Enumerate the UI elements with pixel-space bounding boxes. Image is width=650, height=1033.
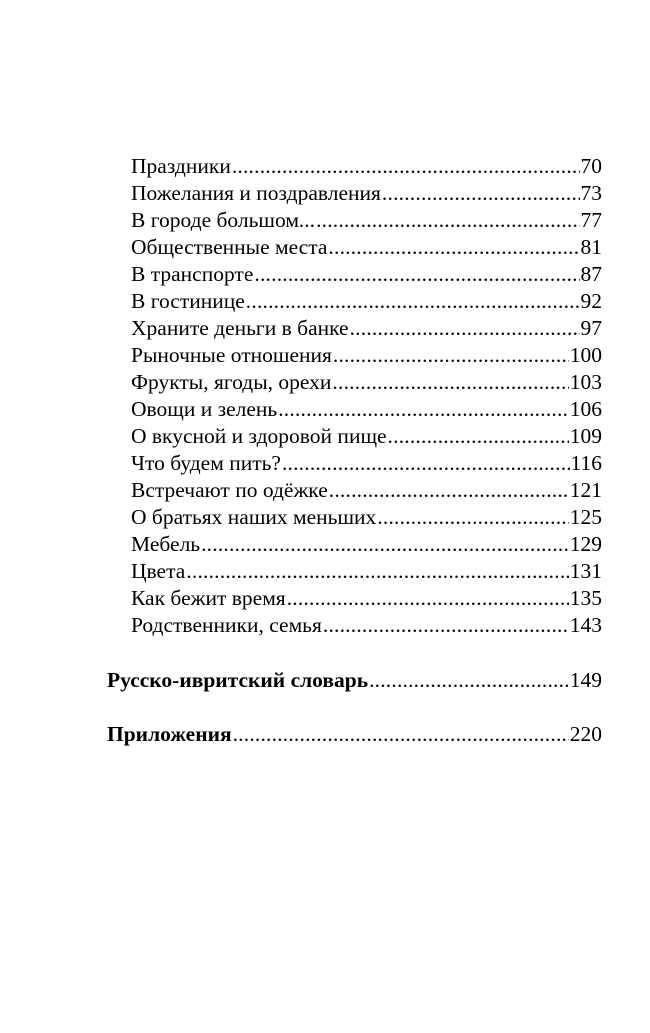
toc-entry-page: 116 — [570, 451, 602, 475]
toc-entry[interactable] — [131, 234, 602, 261]
toc-entry-label: Встречают по одёжке — [131, 478, 328, 502]
toc-entry[interactable] — [131, 315, 602, 342]
toc-entry-page: 103 — [569, 370, 602, 394]
toc-entry-label: Овощи и зелень — [131, 397, 278, 421]
toc-entry-label: О братьях наших меньших — [131, 505, 377, 529]
leader-dots — [369, 667, 569, 694]
toc-section[interactable] — [107, 667, 602, 694]
toc-entry[interactable] — [131, 585, 602, 612]
toc-entry-page: 121 — [569, 478, 602, 502]
toc-entry-label: Праздники — [131, 154, 231, 178]
toc-entry-page: 77 — [580, 208, 602, 232]
toc-entry[interactable] — [131, 207, 602, 234]
leader-dots — [186, 558, 568, 585]
toc-section[interactable] — [107, 721, 602, 748]
toc-entry-page: 87 — [580, 262, 602, 286]
leader-dots — [254, 261, 579, 288]
toc-entry[interactable] — [131, 288, 602, 315]
toc-entry[interactable] — [131, 369, 602, 396]
toc-entry-page: 131 — [569, 559, 602, 583]
toc-entry-label: Родственники, семья — [131, 613, 322, 637]
toc-entry[interactable] — [131, 558, 602, 585]
toc-entry-label: Общественные места — [131, 235, 328, 259]
leader-dots — [382, 180, 580, 207]
toc-entry[interactable] — [131, 504, 602, 531]
toc-section-page: 220 — [569, 722, 602, 746]
toc-entry-page: 109 — [569, 424, 602, 448]
leader-dots — [287, 585, 569, 612]
leader-dots — [333, 342, 569, 369]
toc-entry-label: В городе большом... — [131, 208, 316, 232]
toc-entry-page: 100 — [569, 343, 602, 367]
toc-entry[interactable] — [131, 153, 602, 180]
leader-dots — [316, 207, 579, 234]
toc-entry-page: 106 — [569, 397, 602, 421]
toc-entry[interactable] — [131, 612, 602, 639]
toc-entry-label: Пожелания и поздравления — [131, 181, 381, 205]
toc-entry-page: 70 — [580, 154, 602, 178]
toc-entry-label: О вкусной и здоровой пище — [131, 424, 387, 448]
leader-dots — [388, 423, 569, 450]
toc-entry[interactable] — [131, 531, 602, 558]
leader-dots — [233, 721, 569, 748]
leader-dots — [332, 369, 568, 396]
toc-entry-label: Рыночные отношения — [131, 343, 332, 367]
toc-entry[interactable] — [131, 423, 602, 450]
toc-section-page: 149 — [569, 668, 602, 692]
toc-section-label: Приложения — [107, 722, 232, 746]
leader-dots — [278, 396, 569, 423]
toc-entry[interactable] — [131, 396, 602, 423]
leader-dots — [323, 612, 569, 639]
leader-dots — [329, 477, 569, 504]
toc-entry-page: 81 — [580, 235, 602, 259]
leader-dots — [201, 531, 569, 558]
toc-entry[interactable] — [131, 450, 602, 477]
toc-entry-label: Фрукты, ягоды, орехи — [131, 370, 332, 394]
toc-entry-page: 92 — [580, 289, 602, 313]
toc-entry-page: 143 — [569, 613, 602, 637]
toc-entry-label: Что будем пить? — [131, 451, 281, 475]
toc-entry-page: 129 — [569, 532, 602, 556]
toc-entry-label: В гостинице — [131, 289, 245, 313]
toc-entry-page: 135 — [569, 586, 602, 610]
leader-dots — [232, 153, 580, 180]
toc-section-label: Русско-ивритский словарь — [107, 668, 369, 692]
toc-entry[interactable] — [131, 180, 602, 207]
leader-dots — [282, 450, 570, 477]
toc-entry-page: 97 — [580, 316, 602, 340]
leader-dots — [350, 315, 580, 342]
leader-dots — [377, 504, 568, 531]
toc-entry-label: Цвета — [131, 559, 186, 583]
toc-entry-page: 125 — [569, 505, 602, 529]
leader-dots — [328, 234, 579, 261]
toc-entry-page: 73 — [580, 181, 602, 205]
toc-entry-label: Храните деньги в банке — [131, 316, 349, 340]
toc-entry[interactable] — [131, 477, 602, 504]
toc-entry-label: Как бежит время — [131, 586, 286, 610]
toc-entry[interactable] — [131, 261, 602, 288]
leader-dots — [246, 288, 580, 315]
toc-entry-label: Мебель — [131, 532, 201, 556]
toc-entry[interactable] — [131, 342, 602, 369]
toc-entry-label: В транспорте — [131, 262, 254, 286]
